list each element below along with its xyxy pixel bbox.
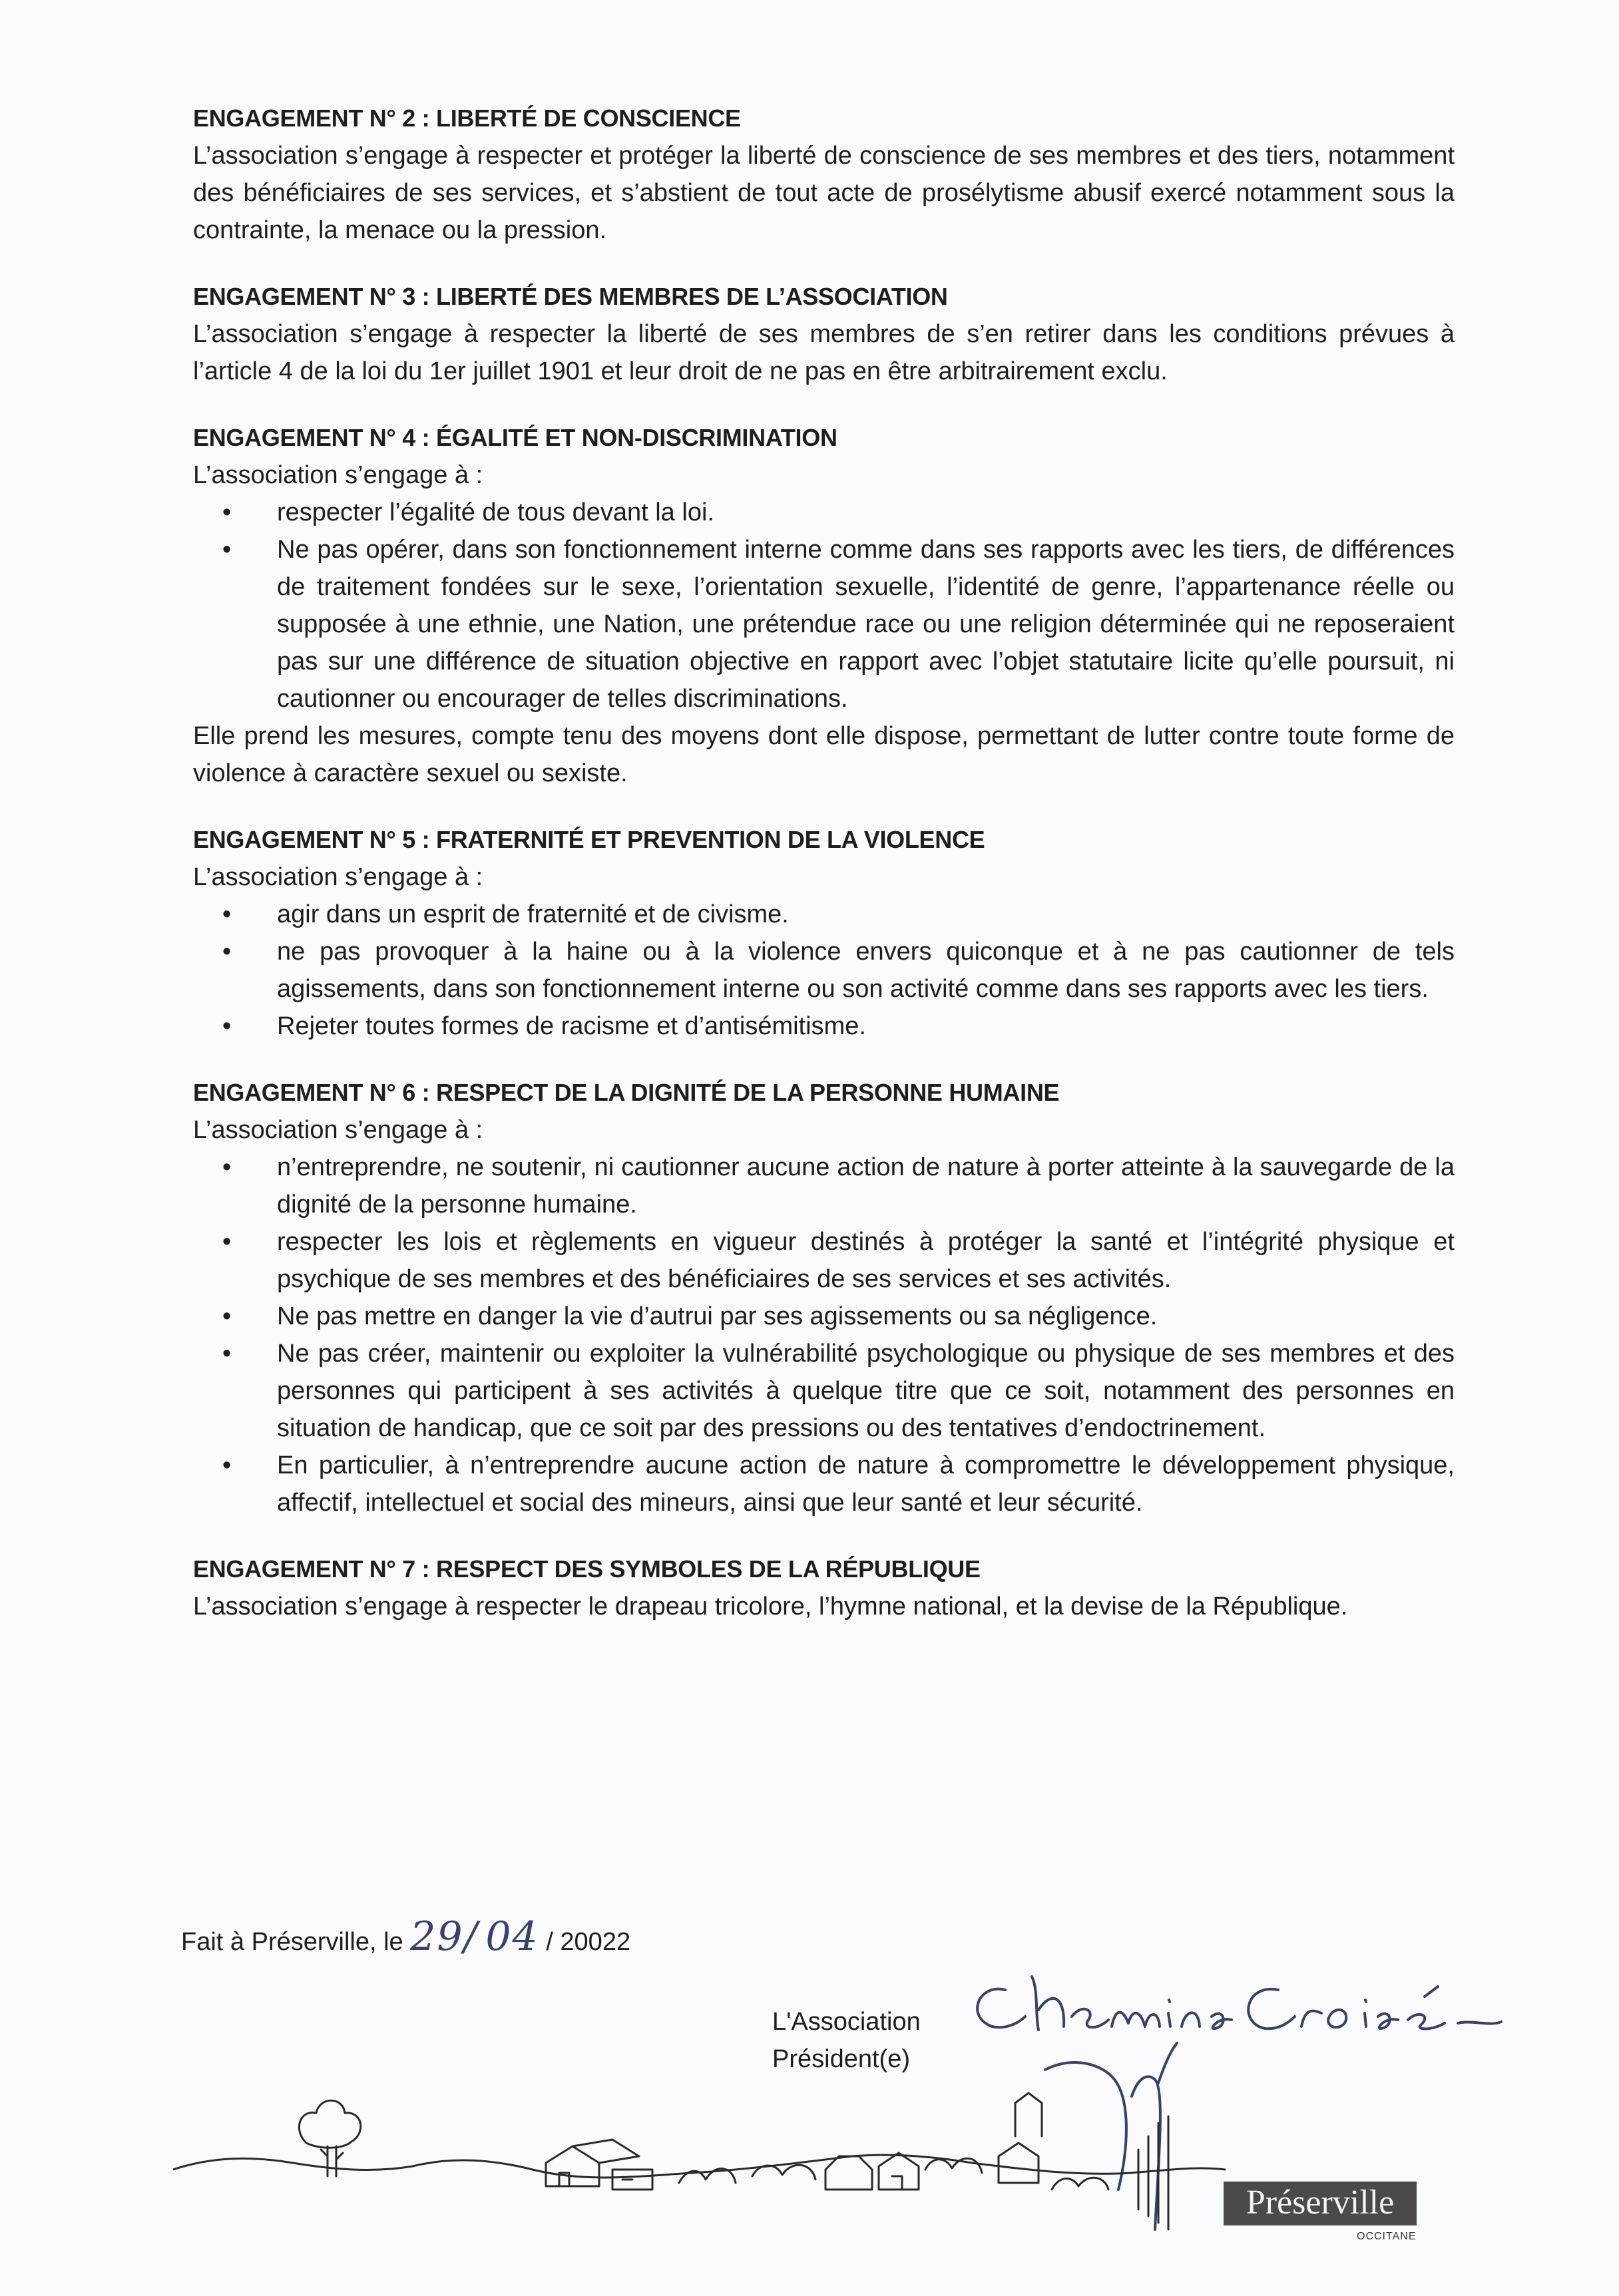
- bullet-icon: •: [222, 900, 232, 928]
- engagement-2-heading: ENGAGEMENT N° 2 : LIBERTÉ DE CONSCIENCE: [193, 104, 741, 132]
- engagement-6: [193, 1074, 1455, 1521]
- bullet-icon: •: [222, 938, 232, 966]
- list-item-text: Ne pas opérer, dans son fonctionnement interne comme dans ses rapports avec les tiers, de différences de traitement fondées sur le sexe, l’orientation sexuelle, l’identité de genre, l’appartenance réelle ou supposée à une ethnie, une Nation, une prétendue race ou une religion déterminée qui ne reposeraient pas sur une différence de situation objective en rapport avec l’objet statutaire licite qu’elle poursuit, ni cautionner ou encourager de telles discriminations.: [277, 536, 1455, 713]
- list-item-text: En particulier, à n’entreprendre aucune action de nature à compromettre le développement physique, affectif, intellectuel et social des mineurs, ainsi que leur santé et leur sécurité.: [277, 1451, 1455, 1517]
- list-item-text: respecter les lois et règlements en vigueur destinés à protéger la santé et l’intégrité physique et psychique de ses membres et des bénéficiaires de ses services et ses activités.: [277, 1228, 1455, 1293]
- list-item: [222, 1149, 1455, 1223]
- list-item: [222, 1447, 1455, 1521]
- list-item-text: agir dans un esprit de fraternité et de civisme.: [277, 900, 789, 928]
- list-item: [222, 531, 1455, 717]
- date-line: [181, 1913, 631, 1962]
- list-item-text: n’entreprendre, ne soutenir, ni cautionner aucune action de nature à porter atteinte à la sauvegarde de la dignité de la personne humaine.: [277, 1153, 1455, 1219]
- engagement-2-text: L’association s’engage à respecter et protéger la liberté de conscience de ses membres et des tiers, notamment des bénéficiaires de ses services, et s’abstient de tout acte de prosélytisme abusif exercé notamment sous la contrainte, la menace ou la pression.: [193, 142, 1455, 244]
- engagement-7-heading: ENGAGEMENT N° 7 : RESPECT DES SYMBOLES DE LA RÉPUBLIQUE: [193, 1555, 981, 1583]
- engagement-7: [193, 1551, 1455, 1625]
- date-year: / 20022: [546, 1928, 631, 1956]
- signatory-line-president: Président(e): [772, 2045, 910, 2073]
- engagement-3: [193, 278, 1455, 390]
- bullet-icon: •: [222, 1451, 232, 1479]
- engagement-5-intro: L’association s’engage à :: [193, 863, 483, 891]
- list-item: [222, 494, 1455, 531]
- engagement-5-list: [193, 896, 1455, 1045]
- document-body: [193, 100, 1455, 1654]
- list-item: [222, 1298, 1455, 1335]
- list-item-text: respecter l’égalité de tous devant la loi.: [277, 498, 714, 526]
- list-item: [222, 933, 1455, 1008]
- village-landscape-illustration: [173, 2056, 1438, 2268]
- engagement-6-heading: ENGAGEMENT N° 6 : RESPECT DE LA DIGNITÉ DE LA PERSONNE HUMAINE: [193, 1079, 1060, 1106]
- engagement-4-list: [193, 494, 1455, 717]
- list-item: [222, 1008, 1455, 1045]
- list-item-text: Rejeter toutes formes de racisme et d’antisémitisme.: [277, 1012, 866, 1040]
- engagement-3-text: L’association s’engage à respecter la liberté de ses membres de s’en retirer dans les conditions prévues à l’article 4 de la loi du 1er juillet 1901 et leur droit de ne pas en être arbitrairement exclu.: [193, 320, 1455, 385]
- engagement-4-intro: L’association s’engage à :: [193, 461, 483, 489]
- list-item: [222, 1223, 1455, 1298]
- date-day: 29: [410, 1913, 464, 1960]
- bullet-icon: •: [222, 536, 232, 564]
- date-month: 04: [485, 1913, 539, 1960]
- engagement-6-intro: L’association s’engage à :: [193, 1116, 483, 1144]
- bullet-icon: •: [222, 498, 232, 526]
- engagement-4-heading: ENGAGEMENT N° 4 : ÉGALITÉ ET NON-DISCRIMINATION: [193, 424, 837, 451]
- bullet-icon: •: [222, 1340, 232, 1368]
- date-separator: /: [463, 1913, 479, 1960]
- engagement-5-heading: ENGAGEMENT N° 5 : FRATERNITÉ ET PREVENTION DE LA VIOLENCE: [193, 826, 985, 853]
- list-item-text: ne pas provoquer à la haine ou à la violence envers quiconque et à ne pas cautionner de tels agissements, dans son fonctionnement interne ou son activité comme dans ses rapports avec les tiers.: [277, 938, 1455, 1003]
- engagement-6-list: [193, 1149, 1455, 1521]
- bullet-icon: •: [222, 1302, 232, 1330]
- date-prefix: Fait à Préserville, le: [181, 1928, 403, 1956]
- engagement-3-heading: ENGAGEMENT N° 3 : LIBERTÉ DES MEMBRES DE L’ASSOCIATION: [193, 283, 948, 310]
- preserville-logo-subtitle: OCCITANE: [1357, 2231, 1417, 2242]
- bullet-icon: •: [222, 1228, 232, 1256]
- list-item-text: Ne pas mettre en danger la vie d’autrui par ses agissements ou sa négligence.: [277, 1302, 1158, 1330]
- list-item: [222, 896, 1455, 933]
- signatory-line-association: L'Association: [772, 2008, 921, 2036]
- engagement-4-after: Elle prend les mesures, compte tenu des moyens dont elle dispose, permettant de lutter contre toute forme de violence à caractère sexuel ou sexiste.: [193, 722, 1455, 787]
- list-item: [222, 1335, 1455, 1447]
- bullet-icon: •: [222, 1012, 232, 1040]
- engagement-5: [193, 821, 1455, 1045]
- bullet-icon: •: [222, 1153, 232, 1181]
- engagement-4: [193, 419, 1455, 792]
- preserville-logo: Préserville: [1224, 2182, 1417, 2225]
- list-item-text: Ne pas créer, maintenir ou exploiter la vulnérabilité psychologique ou physique de ses membres et des personnes qui participent à ses activités à quelque titre que ce soit, notamment des personnes en situation de handicap, que ce soit par des pressions ou des tentatives d’endoctrinement.: [277, 1340, 1455, 1442]
- engagement-7-text: L’association s’engage à respecter le drapeau tricolore, l’hymne national, et la devise de la République.: [193, 1593, 1348, 1621]
- engagement-2: [193, 100, 1455, 249]
